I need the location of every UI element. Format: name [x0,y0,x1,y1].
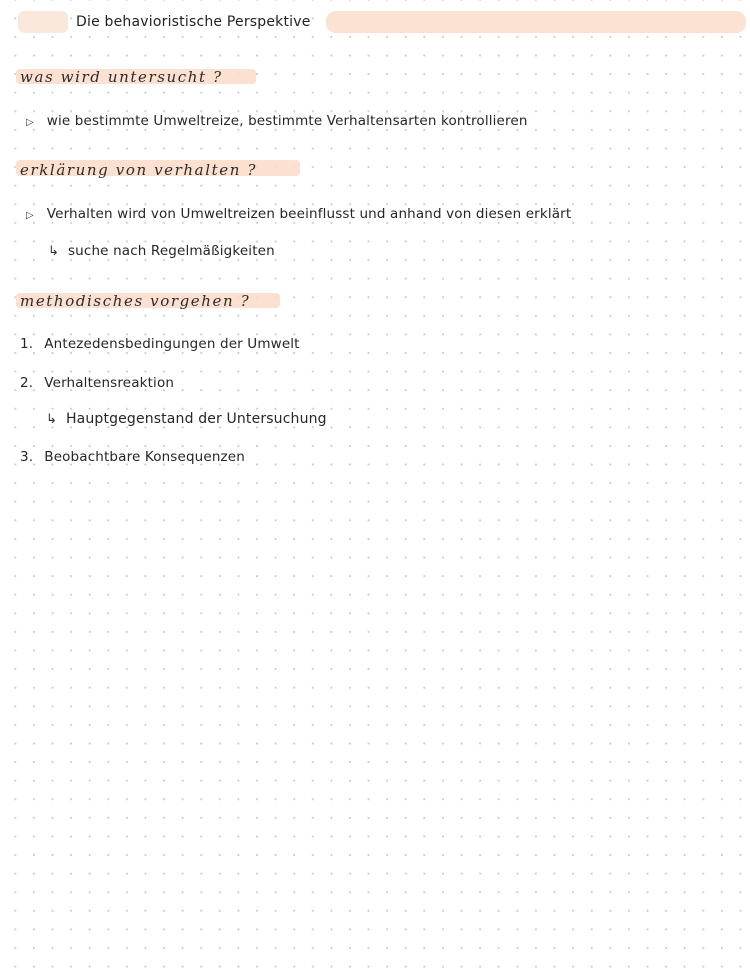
numbered-item-text: Verhaltensreaktion [44,375,175,391]
numbered-item [20,446,245,465]
numbered-item-text: Beobachtbare Konsequenzen [44,449,245,465]
section-heading: methodisches vorgehen ? [20,292,251,310]
section-heading: erklärung von verhalten ? [20,161,257,179]
list-item-text: Hauptgegenstand der Untersuchung [66,411,327,427]
arrow-return-icon: ↳ [46,412,57,427]
list-item [26,203,571,222]
section-heading: was wird untersucht ? [20,68,223,86]
item-number: 3. [20,449,34,465]
item-number: 1. [20,336,34,352]
arrow-return-icon: ↳ [48,244,59,259]
numbered-item [20,333,300,352]
title-highlight-left [18,11,68,33]
list-item-text: wie bestimmte Umweltreize, bestimmte Verhaltensarten kontrollieren [46,113,528,129]
list-item [26,110,528,129]
triangle-bullet-icon: ▷ [26,210,34,221]
list-item [48,240,275,259]
triangle-bullet-icon: ▷ [26,117,34,128]
item-number: 2. [20,375,34,391]
list-item [46,408,327,427]
page-title: Die behavioristische Perspektive [76,14,311,30]
numbered-item-text: Antezedensbedingungen der Umwelt [44,336,300,352]
list-item-text: Verhalten wird von Umweltreizen beeinflusst und anhand von diesen erklärt [46,206,572,222]
list-item-text: suche nach Regelmäßigkeiten [68,243,275,259]
numbered-item [20,372,174,391]
title-highlight-right [326,11,746,33]
